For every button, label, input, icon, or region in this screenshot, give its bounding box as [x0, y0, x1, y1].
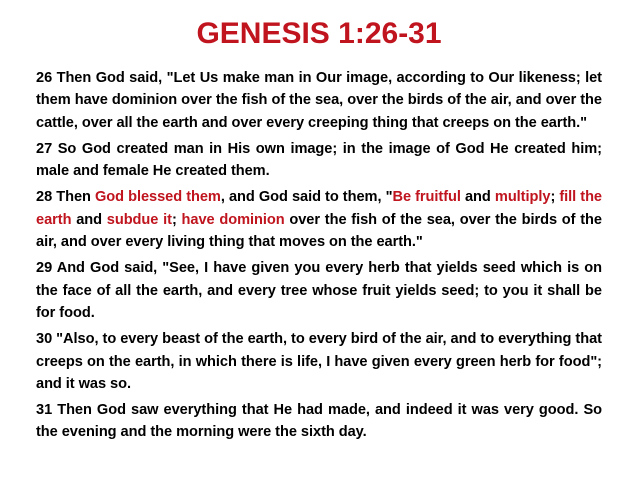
highlight-be-fruitful: Be fruitful [392, 189, 461, 206]
verse-text: and [71, 211, 107, 228]
scripture-body [36, 67, 602, 448]
verse-text: ; [550, 189, 560, 206]
verse-31 [36, 399, 602, 444]
verse-28 [36, 186, 602, 253]
verse-text: and [460, 189, 495, 206]
highlight-god-blessed-them: God blessed them [94, 189, 221, 206]
page-title: GENESIS 1:26-31 [196, 17, 442, 50]
verse-text: 26 Then God said, "Let Us make man in Our image, according to Our likeness; let them have dominion over the fish of the sea, over the birds of the air, and over the cattle, over all the earth and over every creeping thing that creeps on the earth." [36, 70, 602, 131]
verse-text: 27 So God created man in His own image; in the image of God He created him; male and female He created them. [36, 140, 602, 180]
highlight-fill-the-earth: fill the earth [36, 189, 602, 228]
verse-27 [36, 138, 602, 183]
verse-text: 29 And God said, "See, I have given you every herb that yields seed which is on the face of all the earth, and every tree whose fruit yields seed; to you it shall be for food. [36, 260, 602, 321]
verse-text: 30 "Also, to every beast of the earth, to every bird of the air, and to everything that creeps on the earth, in which there is life, I have given every green herb for food"; and it was so. [36, 331, 602, 392]
verse-text: , and God said to them, " [220, 189, 393, 206]
verse-text: over the fish of the sea, over the birds of the air, and over every living thing that moves on the earth." [36, 211, 602, 251]
verse-29 [36, 257, 602, 324]
verse-text: ; [171, 211, 182, 228]
highlight-subdue-it: subdue it [106, 211, 172, 228]
verse-26 [36, 67, 602, 134]
verse-text: 28 Then [36, 189, 95, 206]
verse-30 [36, 328, 602, 395]
highlight-have-dominion: have dominion [181, 211, 285, 228]
verse-text: 31 Then God saw everything that He had made, and indeed it was very good. So the evening and the morning were the sixth day. [36, 402, 602, 441]
highlight-multiply: multiply [494, 189, 551, 206]
